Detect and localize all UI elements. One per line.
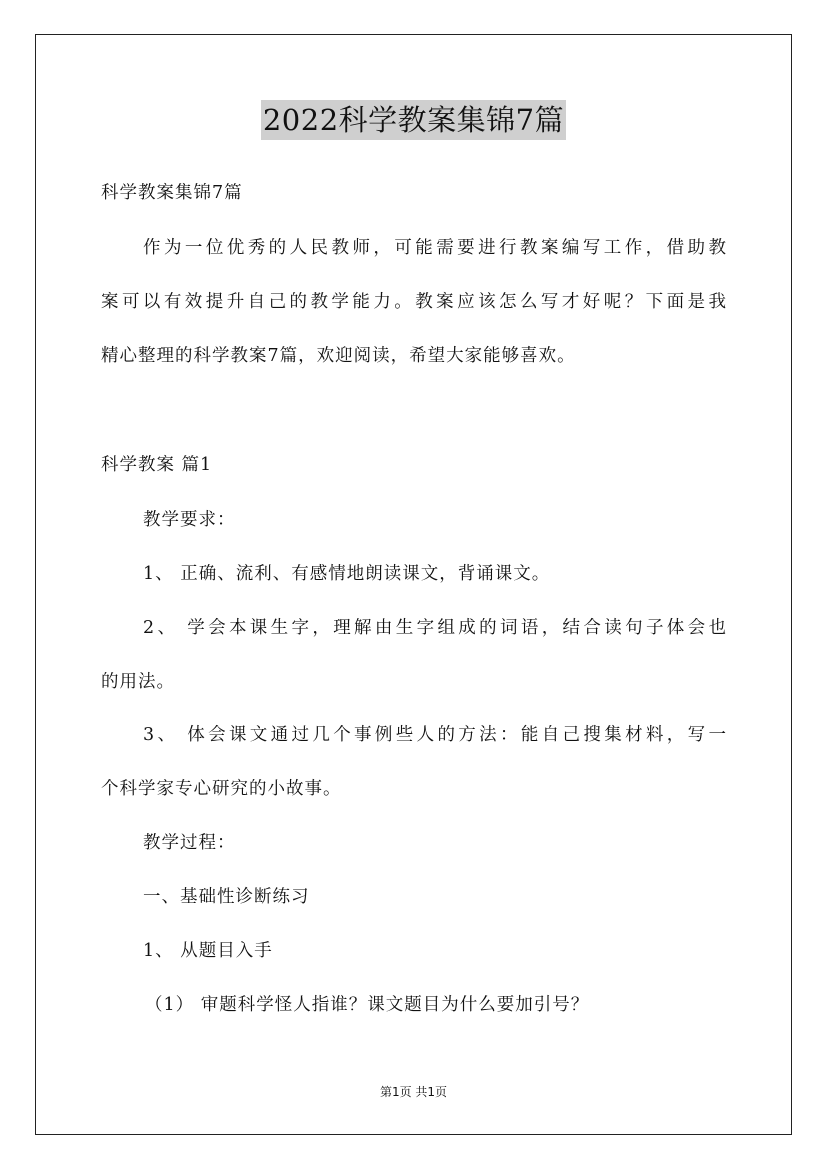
step-one-item-1: 1、 从题目入手 xyxy=(143,941,273,961)
document-title: 2022科学教案集锦7篇 xyxy=(261,100,566,140)
title-container xyxy=(0,100,827,140)
intro-line-1: 作为一位优秀的人民教师，可能需要进行教案编写工作，借助教 xyxy=(143,238,727,258)
requirement-3-line-1: 3、 体会课文通过几个事例些人的方法：能自己搜集材料，写一 xyxy=(143,725,727,745)
requirement-2-line-2: 的用法。 xyxy=(101,672,175,692)
step-one-heading: 一、基础性诊断练习 xyxy=(143,887,310,907)
requirement-3-line-2: 个科学家专心研究的小故事。 xyxy=(101,779,342,799)
section-heading: 科学教案 篇1 xyxy=(101,455,213,475)
intro-line-3: 精心整理的科学教案7篇，欢迎阅读，希望大家能够喜欢。 xyxy=(101,346,576,366)
subtitle: 科学教案集锦7篇 xyxy=(101,183,243,203)
requirements-label: 教学要求： xyxy=(143,510,236,530)
requirement-2-line-1: 2、 学会本课生字，理解由生字组成的词语，结合读句子体会也 xyxy=(143,618,727,638)
requirement-1: 1、 正确、流利、有感情地朗读课文，背诵课文。 xyxy=(143,564,551,584)
process-label: 教学过程： xyxy=(143,833,236,853)
page-footer: 第1页 共1页 xyxy=(379,1085,448,1099)
step-one-subitem-1: （1） 审题科学怪人指谁？课文题目为什么要加引号？ xyxy=(145,995,590,1015)
intro-line-2: 案可以有效提升自己的教学能力。教案应该怎么写才好呢？下面是我 xyxy=(101,292,727,312)
